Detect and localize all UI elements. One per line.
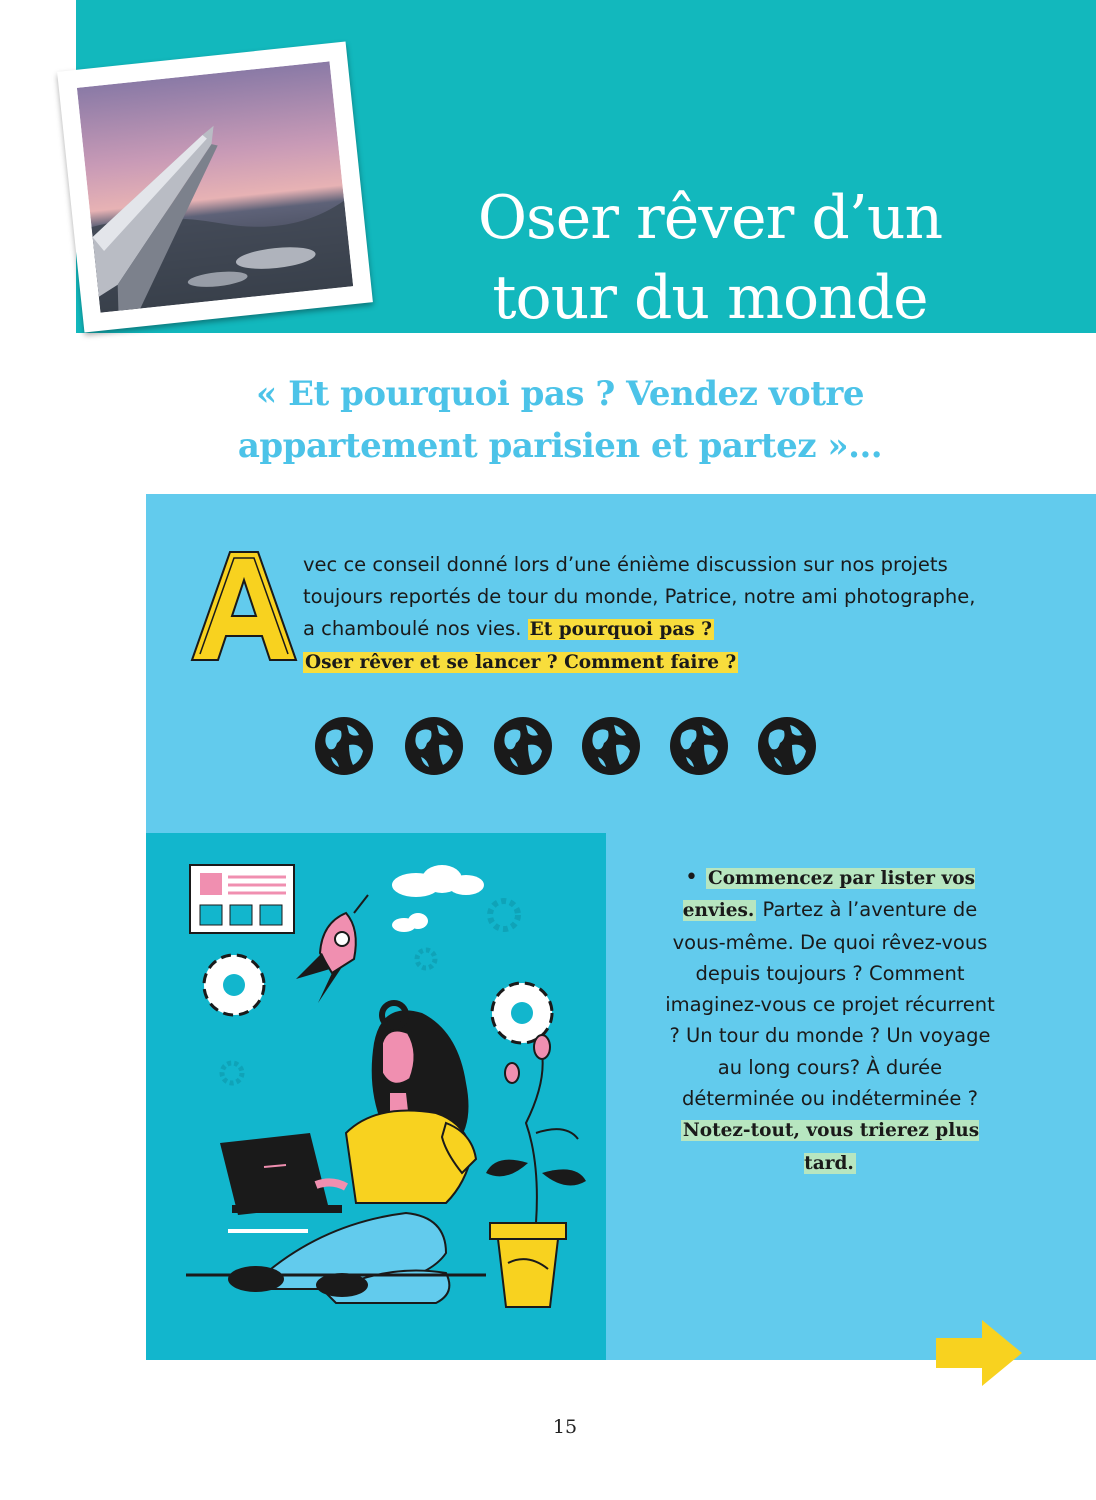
title-line-1: Oser rêver d’un [477,183,943,254]
plant-icon [486,1035,586,1307]
pull-quote [140,368,980,472]
intro-highlight-2: Oser rêver et se lancer ? Comment faire ? [305,652,737,673]
tips-paragraph [660,862,1000,1179]
gear-icon [492,983,552,1043]
globe-icon [756,715,818,777]
illustration-art [146,833,606,1360]
cloud-icon [392,865,484,932]
woman-laptop-illustration [146,833,606,1360]
page-number: 15 [552,1416,578,1438]
tip-highlight-1: Commencez par lister vos envies. [682,868,975,922]
globe-icon [668,715,730,777]
globe-icon [313,715,375,777]
intro-text: vec ce conseil donné lors d’une énième discussion sur nos projets toujours reportés de tour du monde, Patrice, notre ami photographe, a chamboulé nos vies. [303,553,976,640]
quote-line-2: appartement parisien et partez »... [237,426,883,466]
globe-icon [403,715,465,777]
arrow-right-icon[interactable] [934,1318,1024,1388]
title-line-2: tour du monde [492,263,928,334]
globe-row [313,715,833,781]
page-title [380,178,1040,338]
intro-highlight-1: Et pourquoi pas ? [529,619,712,640]
dropcap-letter: A [244,610,245,611]
tip-text: Partez à l’aventure de vous-même. De quoi rêvez-vous depuis toujours ? Comment imaginez-vous ce projet récurrent ? Un tour du monde ? Un voyage au long cours? À durée déterminée ou indéterminée ? [665,898,995,1111]
rocket-icon [296,895,368,1003]
airplane-wing-image [77,61,353,312]
intro-paragraph [303,549,993,679]
dropcap-a [190,550,298,662]
webpage-card-icon [190,865,294,933]
tip-bullet: • [685,865,698,890]
woman-figure [186,1003,486,1303]
quote-line-1: « Et pourquoi pas ? Vendez votre [256,374,864,414]
tip-highlight-2: Notez-tout, vous trierez plus tard. [682,1120,980,1174]
airplane-wing-photo [57,42,373,333]
globe-icon [580,715,642,777]
globe-icon [492,715,554,777]
gear-icon [204,955,264,1015]
